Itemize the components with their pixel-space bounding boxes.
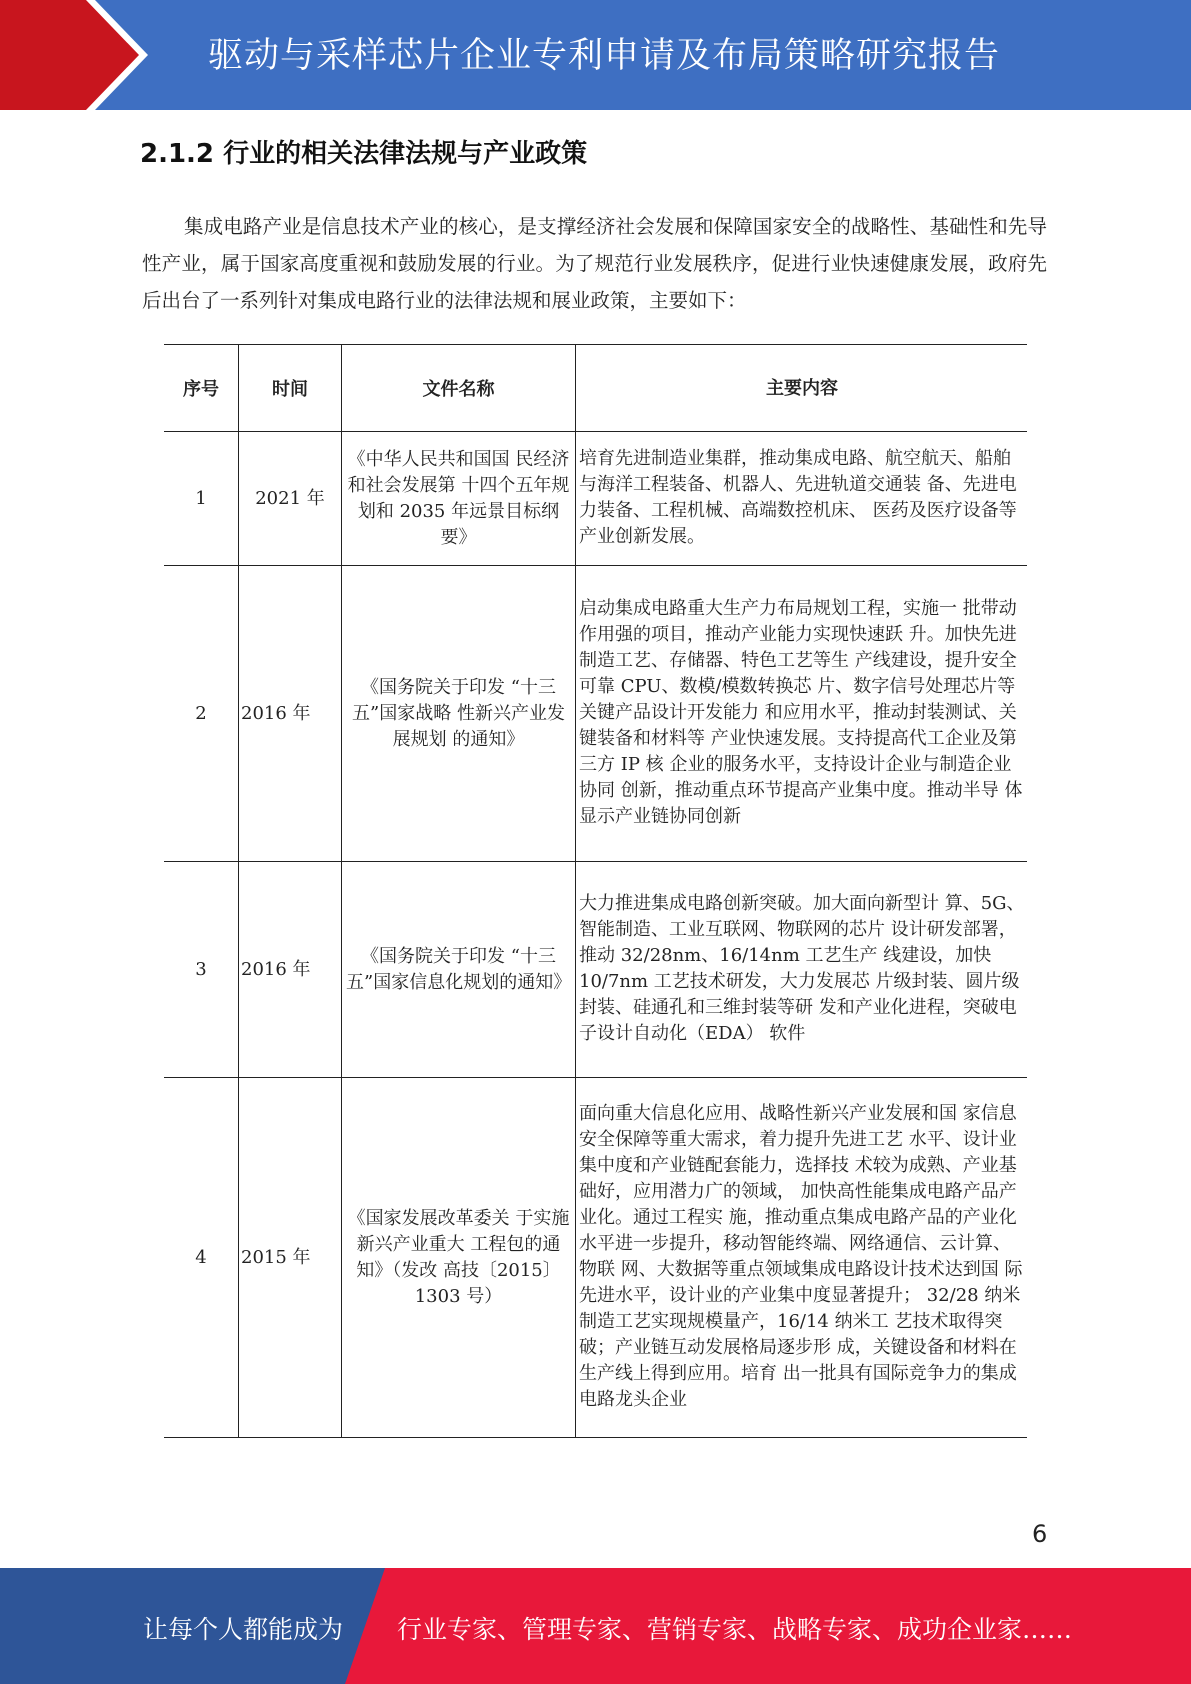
intro-paragraph: 集成电路产业是信息技术产业的核心，是支撑经济社会发展和保障国家安全的战略性、基础性和先导性产业，属于国家高度重视和鼓励发展的行业。为了规范行业发展秩序，促进行业快速健康发展，政府先后出台了一系列针对集成电路行业的法律法规和展业政策，主要如下： — [142, 215, 1047, 312]
cell-doc: 《国务院关于印发 “十三五”国家信息化规划的通知》 — [342, 862, 576, 1078]
table-row — [164, 566, 1027, 862]
col-header-doc: 文件名称 — [342, 345, 576, 432]
cell-content: 大力推进集成电路创新突破。加大面向新型计 算、5G、智能制造、工业互联网、物联网的芯片 设计研发部署，推动 32/28nm、16/14nm 工艺生产 线建设，加快 10/7nm 工艺技术研发，大力发展芯 片级封装、圆片级封装、硅通孔和三维封装等研 发和产业化进程，突破电子设计自动化（EDA） 软件 — [576, 862, 1028, 1078]
cell-content: 培育先进制造业集群，推动集成电路、航空航天、船舶与海洋工程装备、机器人、先进轨道交通装 备、先进电力装备、工程机械、高端数控机床、 医药及医疗设备等产业创新发展。 — [576, 432, 1028, 566]
cell-year: 2015 年 — [239, 1078, 342, 1438]
policy-table — [164, 344, 1027, 1438]
cell-no: 2 — [164, 566, 239, 862]
header-band — [0, 0, 1191, 110]
cell-year: 2016 年 — [239, 566, 342, 862]
cell-content: 启动集成电路重大生产力布局规划工程，实施一 批带动作用强的项目，推动产业能力实现快速跃 升。加快先进制造工艺、存储器、特色工艺等生 产线建设，提升安全可靠 CPU、数模/模数转换芯 片、数字信号处理芯片等关键产品设计开发能力 和应用水平，推动封装测试、关键装备和材料等 产业快速发展。支持提高代工企业及第三方 IP 核 企业的服务水平，支持设计企业与制造企业协同 创新，推动重点环节提高产业集中度。推动半导 体显示产业链协同创新 — [576, 566, 1028, 862]
footer-slogan-left: 让每个人都能成为 — [143, 1615, 344, 1644]
cell-doc: 《国家发展改革委关 于实施新兴产业重大 工程包的通知》（发改 高技〔2015〕 1303 号） — [342, 1078, 576, 1438]
cell-doc: 《中华人民共和国国 民经济和社会发展第 十四个五年规划和 2035 年远景目标纲要》 — [342, 432, 576, 566]
page-number: 6 — [1032, 1520, 1048, 1548]
arrow-red — [0, 0, 139, 110]
col-header-year: 时间 — [239, 345, 342, 432]
footer-slogan-right: 行业专家、管理专家、营销专家、战略专家、成功企业家…… — [397, 1615, 1073, 1644]
col-header-no: 序号 — [164, 345, 239, 432]
cell-year: 2016 年 — [239, 862, 342, 1078]
col-header-content: 主要内容 — [576, 345, 1028, 432]
cell-content: 面向重大信息化应用、战略性新兴产业发展和国 家信息安全保障等重大需求，着力提升先进工艺 水平、设计业集中度和产业链配套能力，选择技 术较为成熟、产业基础好，应用潜力广的领域， 加快高性能集成电路产品产业化。通过工程实 施，推动重点集成电路产品的产业化水平进一步提升，移动智能终端、网络通信、云计算、物联 网、大数据等重点领域集成电路设计技术达到国 际先进水平，设计业的产业集中度显著提升； 32/28 纳米制造工艺实现规模量产，16/14 纳米工 艺技术取得突破；产业链互动发展格局逐步形 成，关键设备和材料在生产线上得到应用。培育 出一批具有国际竞争力的集成电路龙头企业 — [576, 1078, 1028, 1438]
footer-band — [0, 1568, 1191, 1684]
table-row — [164, 1078, 1027, 1438]
cell-doc: 《国务院关于印发 “十三五”国家战略 性新兴产业发展规划 的通知》 — [342, 566, 576, 862]
report-title: 驱动与采样芯片企业专利申请及布局策略研究报告 — [208, 36, 1001, 76]
table-row — [164, 432, 1027, 566]
cell-no: 3 — [164, 862, 239, 1078]
header-arrow-graphic — [0, 0, 170, 110]
table-row — [164, 862, 1027, 1078]
cell-no: 4 — [164, 1078, 239, 1438]
section-heading: 2.1.2 行业的相关法律法规与产业政策 — [140, 139, 588, 169]
table-header-row — [164, 345, 1027, 432]
cell-no: 1 — [164, 432, 239, 566]
cell-year: 2021 年 — [239, 432, 342, 566]
